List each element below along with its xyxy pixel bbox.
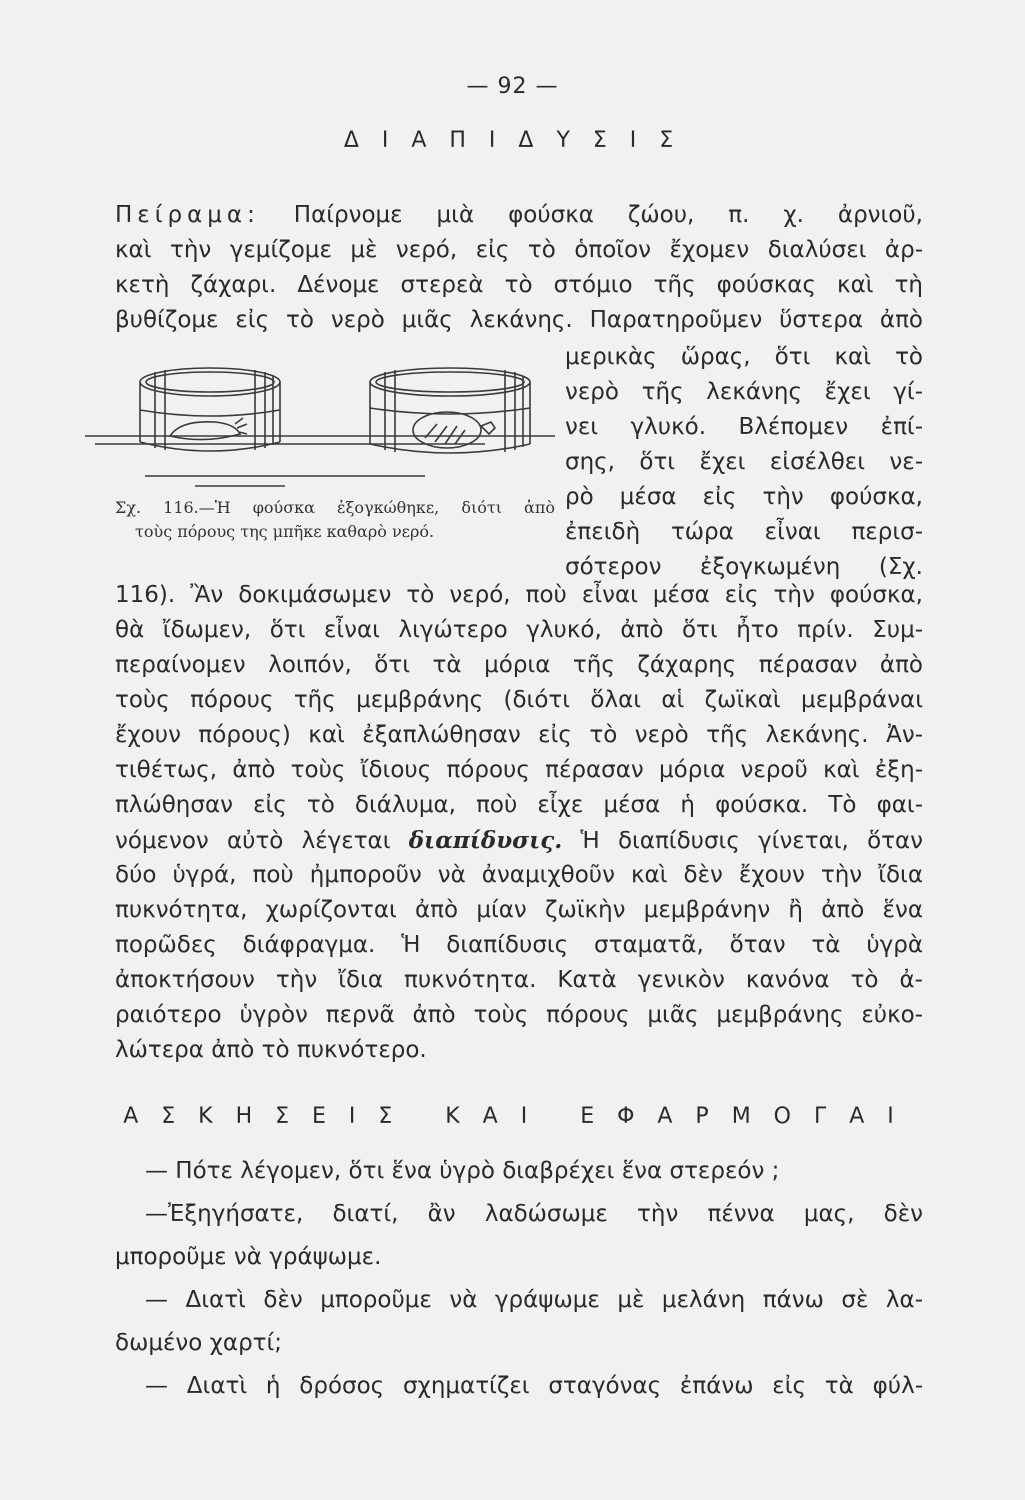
text-span: νόμενον αὐτὸ λέγεται (115, 828, 391, 854)
text-line: πλώθησαν εἰς τὸ διάλυμα, ποὺ εἶχε μέσα ἡ φούσκα. Τὸ φαι- (115, 792, 923, 818)
text-line: ρὸ μέσα εἰς τὴν φούσκα, (565, 484, 923, 510)
paragraph-explanation (115, 578, 923, 1068)
basin-right (370, 368, 530, 453)
text-line: νει γλυκό. Βλέπομεν ἐπί- (565, 414, 923, 440)
text-line: λώτερα ἀπὸ τὸ πυκνότερο. (115, 1037, 427, 1063)
page-number: — 92 — (466, 74, 559, 99)
exercise-item: — Διατὶ δὲν μποροῦμε νὰ γράψωμε μὲ μελάνη πάνω σὲ λα- (145, 1287, 923, 1313)
caption-line: τοὺς πόρους της μπῆκε καθαρὸ νερό. (135, 522, 435, 541)
text-line: περαίνομεν λοιπόν, ὅτι τὰ μόρια τῆς ζάχαρης πέρασαν ἀπὸ (115, 652, 923, 678)
caption-line: Σχ. 116.—Ἡ φούσκα ἐξογκώθηκε, διότι ἀπὸ (115, 498, 555, 517)
text-line: κετὴ ζάχαρι. Δένομε στερεὰ τὸ στόμιο τῆς φούσκας καὶ τὴ (115, 272, 923, 298)
exercise-item: — Διατὶ ἡ δρόσος σχηματίζει σταγόνας ἐπάνω εἰς τὰ φύλ- (145, 1373, 923, 1399)
exercise-item: μποροῦμε νὰ γράψωμε. (115, 1244, 382, 1270)
term-diapidysis: διαπίδυσις. (408, 827, 563, 854)
experiment-label: Πείραμα: (115, 202, 260, 228)
bladder-right (413, 412, 481, 448)
text-line: ἔχουν πόρους) καὶ ἐξαπλώθησαν εἰς τὸ νερὸ τῆς λεκάνης. Ἀν- (115, 722, 923, 748)
basin-left (140, 368, 280, 451)
exercises-list (115, 1150, 923, 1408)
paragraph-observation (565, 340, 923, 585)
text-span: Παίρνομε μιὰ φούσκα ζώου, π. χ. ἀρνιοῦ, (293, 202, 923, 228)
text-line (115, 823, 923, 858)
text-line: πυκνότητα, χωρίζονται ἀπὸ μίαν ζωϊκὴν μεμβράνην ἢ ἀπὸ ἕνα (115, 897, 923, 923)
figure-two-basins (85, 350, 555, 500)
text-line: πορῶδες διάφραγμα. Ἡ διαπίδυσις σταματᾶ, ὅταν τὰ ὑγρὰ (115, 932, 923, 958)
exercises-title: Α Σ Κ Η Σ Ε Ι Σ Κ Α Ι Ε Φ Α Ρ Μ Ο Γ Α Ι (123, 1104, 902, 1129)
text-line: τοὺς πόρους τῆς μεμβράνης (διότι ὅλαι αἱ ζωϊκαὶ μεμβράναι (115, 687, 923, 713)
text-span: Ἡ διαπίδυσις γίνεται, ὅταν (580, 828, 923, 854)
exercise-item: —Ἐξηγήσατε, διατί, ἂν λαδώσωμε τὴν πέννα μας, δὲν (145, 1201, 923, 1227)
bladder-left (170, 422, 240, 440)
text-line: 116). Ἂν δοκιμάσωμεν τὸ νερό, ποὺ εἶναι μέσα εἰς τὴν φούσκα, (115, 582, 923, 608)
text-line: ραιότερο ὑγρὸν περνᾶ ἀπὸ τοὺς πόρους μιᾶς μεμβράνης εὐκο- (115, 1002, 923, 1028)
text-line: ἐπειδὴ τώρα εἶναι περισ- (565, 519, 923, 545)
text-line: σης, ὅτι ἔχει εἰσέλθει νε- (565, 449, 923, 475)
exercise-item: — Πότε λέγομεν, ὅτι ἕνα ὑγρὸ διαβρέχει ἕνα στερεόν ; (145, 1158, 780, 1184)
text-line: τιθέτως, ἀπὸ τοὺς ἴδιους πόρους πέρασαν μόρια νεροῦ καὶ ἐξη- (115, 757, 923, 783)
text-line: ἀποκτήσουν τὴν ἴδια πυκνότητα. Κατὰ γενικὸν κανόνα τὸ ἀ- (115, 967, 923, 993)
figure-caption (115, 496, 555, 544)
text-line: θὰ ἴδωμεν, ὅτι εἶναι λιγώτερο γλυκό, ἀπὸ ὅτι ἦτο πρίν. Συμ- (115, 617, 923, 643)
text-line: νερὸ τῆς λεκάνης ἔχει γί- (565, 379, 923, 405)
text-line: μερικὰς ὥρας, ὅτι καὶ τὸ (565, 344, 923, 370)
text-line: καὶ τὴν γεμίζομε μὲ νερό, εἰς τὸ ὁποῖον ἔχομεν διαλύσει ἀρ- (115, 237, 923, 263)
exercise-item: δωμένο χαρτί; (115, 1330, 283, 1356)
text-line: δύο ὑγρά, ποὺ ἠμποροῦν νὰ ἀναμιχθοῦν καὶ δὲν ἔχουν τὴν ἴδια (115, 862, 923, 888)
section-title: Δ Ι Α Π Ι Δ Υ Σ Ι Σ (343, 128, 682, 153)
text-line (115, 198, 923, 233)
paragraph-experiment (115, 198, 923, 338)
text-line: σότερον ἐξογκωμένη (Σχ. (565, 554, 923, 580)
text-line: βυθίζομε εἰς τὸ νερὸ μιᾶς λεκάνης. Παρατηροῦμεν ὕστερα ἀπὸ (115, 307, 923, 333)
